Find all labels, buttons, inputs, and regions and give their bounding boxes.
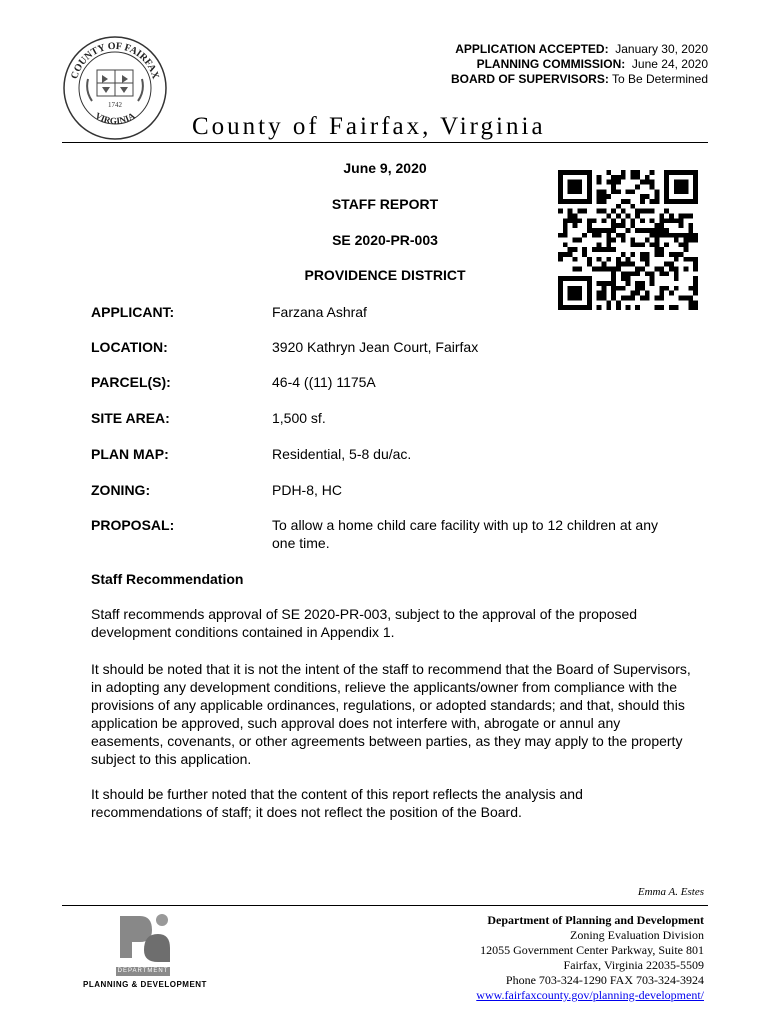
board-position-paragraph: It should be further noted that the content of this report reflects the analysis and recommendations of staff; it does not reflect the position of the Board. bbox=[91, 786, 583, 820]
report-date: June 9, 2020 bbox=[343, 160, 427, 176]
zoning-label: ZONING: bbox=[91, 482, 151, 498]
address-line-2: Fairfax, Virginia 22035-5509 bbox=[563, 958, 704, 972]
recommendation-paragraph: Staff recommends approval of SE 2020-PR-003, subject to the approval of the proposed development conditions contained in Appendix 1. bbox=[91, 606, 638, 640]
department-address bbox=[476, 913, 704, 1003]
department-website-link[interactable]: www.fairfaxcounty.gov/planning-development/ bbox=[476, 988, 704, 1002]
site-area-value: 1,500 sf. bbox=[272, 410, 326, 426]
applicant-value: Farzana Ashraf bbox=[272, 304, 367, 320]
planning-development-logo-icon bbox=[80, 910, 210, 995]
proposal-value: To allow a home child care facility with up to 12 children at any one time. bbox=[272, 517, 658, 551]
report-type: STAFF REPORT bbox=[331, 196, 439, 212]
signature: Emma A. Estes bbox=[637, 886, 704, 898]
key-dates bbox=[451, 42, 708, 87]
county-title: County of Fairfax, Virginia bbox=[192, 113, 546, 140]
applicant-label: APPLICANT: bbox=[91, 304, 175, 320]
division-name: Zoning Evaluation Division bbox=[570, 928, 704, 942]
qr-code-icon bbox=[558, 170, 698, 310]
department-name: Department of Planning and Development bbox=[487, 913, 704, 927]
logo-name: PLANNING & DEVELOPMENT bbox=[83, 980, 207, 989]
svg-text:VIRGINIA: VIRGINIA bbox=[93, 110, 137, 126]
case-number: SE 2020-PR-003 bbox=[332, 232, 438, 248]
county-seal-icon bbox=[62, 35, 168, 141]
district: PROVIDENCE DISTRICT bbox=[304, 267, 466, 283]
location-value: 3920 Kathryn Jean Court, Fairfax bbox=[272, 339, 479, 355]
svg-text:COUNTY OF FAIRFAX: COUNTY OF FAIRFAX bbox=[69, 40, 161, 81]
date-board-of-supervisors: BOARD OF SUPERVISORS: To Be Determined bbox=[451, 72, 708, 86]
date-application-accepted: APPLICATION ACCEPTED: January 30, 2020 bbox=[455, 42, 708, 56]
plan-map-label: PLAN MAP: bbox=[91, 446, 169, 462]
svg-text:1742: 1742 bbox=[108, 101, 122, 109]
zoning-value: PDH-8, HC bbox=[272, 482, 343, 498]
date-planning-commission: PLANNING COMMISSION: June 24, 2020 bbox=[476, 57, 708, 71]
location-label: LOCATION: bbox=[91, 339, 168, 355]
staff-recommendation-heading: Staff Recommendation bbox=[91, 571, 244, 587]
site-area-label: SITE AREA: bbox=[91, 410, 170, 426]
parcels-value: 46-4 ((11) 1175A bbox=[272, 374, 376, 390]
plan-map-value: Residential, 5-8 du/ac. bbox=[272, 446, 412, 462]
disclaimer-paragraph: It should be noted that it is not the intent of the staff to recommend that the Board of Supervisors, in adopting any development conditions, relieve the applicants/owner from compliance with the provisions of any applicable ordinances, regulations, or adopted standards; and that, should this application be approved, such approval does not interfere with, abrogate or annul any easements, covenants, or other agreements between parties, as they may apply to the property subject to this application. bbox=[91, 661, 691, 767]
address-line-1: 12055 Government Center Parkway, Suite 801 bbox=[480, 943, 704, 957]
logo-department-label: DEPARTMENT bbox=[117, 968, 169, 974]
footer-divider bbox=[62, 905, 708, 906]
phone-fax: Phone 703-324-1290 FAX 703-324-3924 bbox=[505, 973, 704, 987]
pd-logo-mark-icon bbox=[116, 910, 174, 968]
title-divider bbox=[62, 142, 708, 143]
proposal-label: PROPOSAL: bbox=[91, 517, 175, 533]
parcels-label: PARCEL(S): bbox=[91, 374, 171, 390]
